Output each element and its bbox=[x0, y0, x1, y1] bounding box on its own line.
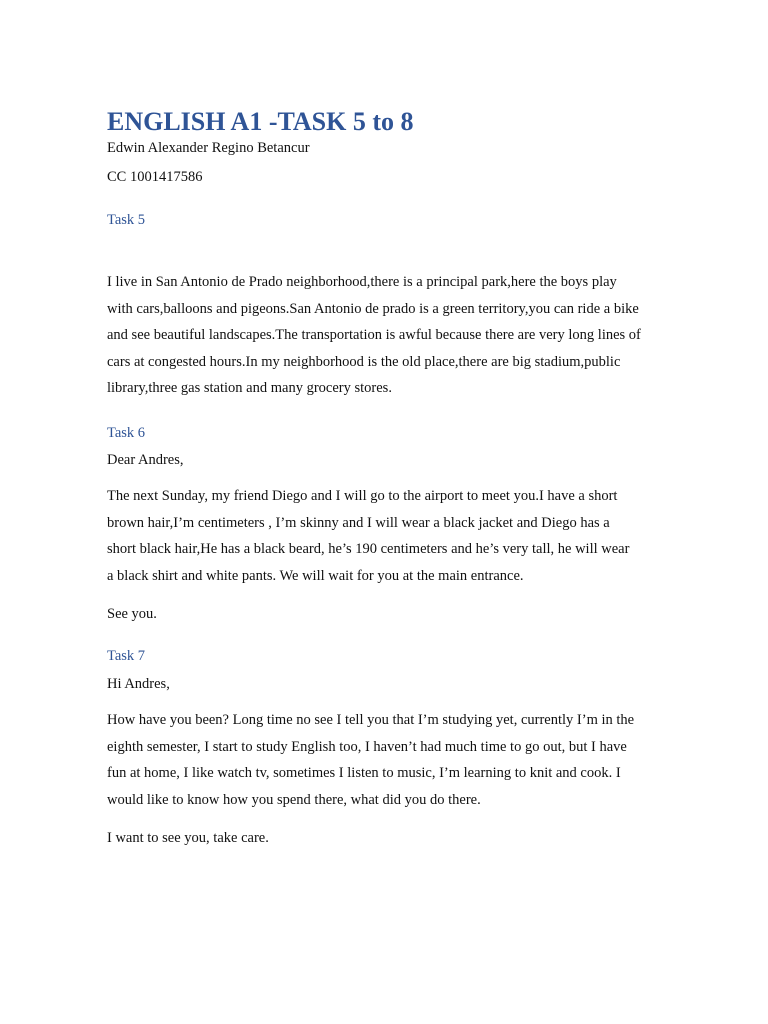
task6-paragraph bbox=[107, 483, 667, 589]
task7-paragraph bbox=[107, 707, 667, 813]
task5-paragraph bbox=[107, 269, 667, 402]
task6-line: The next Sunday, my friend Diego and I will go to the airport to meet you.I have a short bbox=[107, 488, 618, 504]
task6-line: a black shirt and white pants. We will wait for you at the main entrance. bbox=[107, 567, 524, 584]
task5-line: and see beautiful landscapes.The transportation is awful because there are very long lines of bbox=[107, 327, 641, 343]
task7-line: eighth semester, I start to study English too, I haven’t had much time to go out, but I have bbox=[107, 738, 627, 755]
id-number: CC 1001417586 bbox=[107, 169, 203, 185]
author-name: Edwin Alexander Regino Betancur bbox=[107, 140, 310, 156]
task6-closing: See you. bbox=[107, 606, 157, 622]
task6-heading: Task 6 bbox=[107, 425, 146, 441]
task7-closing: I want to see you, take care. bbox=[107, 830, 269, 846]
task7-heading: Task 7 bbox=[107, 648, 146, 664]
task7-line: fun at home, I like watch tv, sometimes I listen to music, I’m learning to knit and cook. I bbox=[107, 765, 621, 781]
task6-line: short black hair,He has a black beard, he’s 190 centimeters and he’s very tall, he will wear bbox=[107, 541, 630, 557]
task7-line: How have you been? Long time no see I tell you that I’m studying yet, currently I’m in the bbox=[107, 712, 635, 728]
task7-line: would like to know how you spend there, what did you do there. bbox=[107, 791, 481, 808]
task5-line: cars at congested hours.In my neighborhood is the old place,there are big stadium,public bbox=[107, 353, 621, 370]
task6-line: brown hair,I’m centimeters , I’m skinny and I will wear a black jacket and Diego has a bbox=[107, 514, 610, 531]
task5-line: with cars,balloons and pigeons.San Antonio de prado is a green territory,you can ride a bike bbox=[107, 300, 639, 317]
task6-greeting: Dear Andres, bbox=[107, 452, 184, 468]
task5-line: I live in San Antonio de Prado neighborhood,there is a principal park,here the boys play bbox=[107, 274, 617, 290]
task5-line: library,three gas station and many grocery stores. bbox=[107, 380, 392, 396]
document-title: ENGLISH A1 -TASK 5 to 8 bbox=[107, 107, 414, 136]
task5-heading: Task 5 bbox=[107, 212, 146, 228]
task7-greeting: Hi Andres, bbox=[107, 676, 170, 692]
